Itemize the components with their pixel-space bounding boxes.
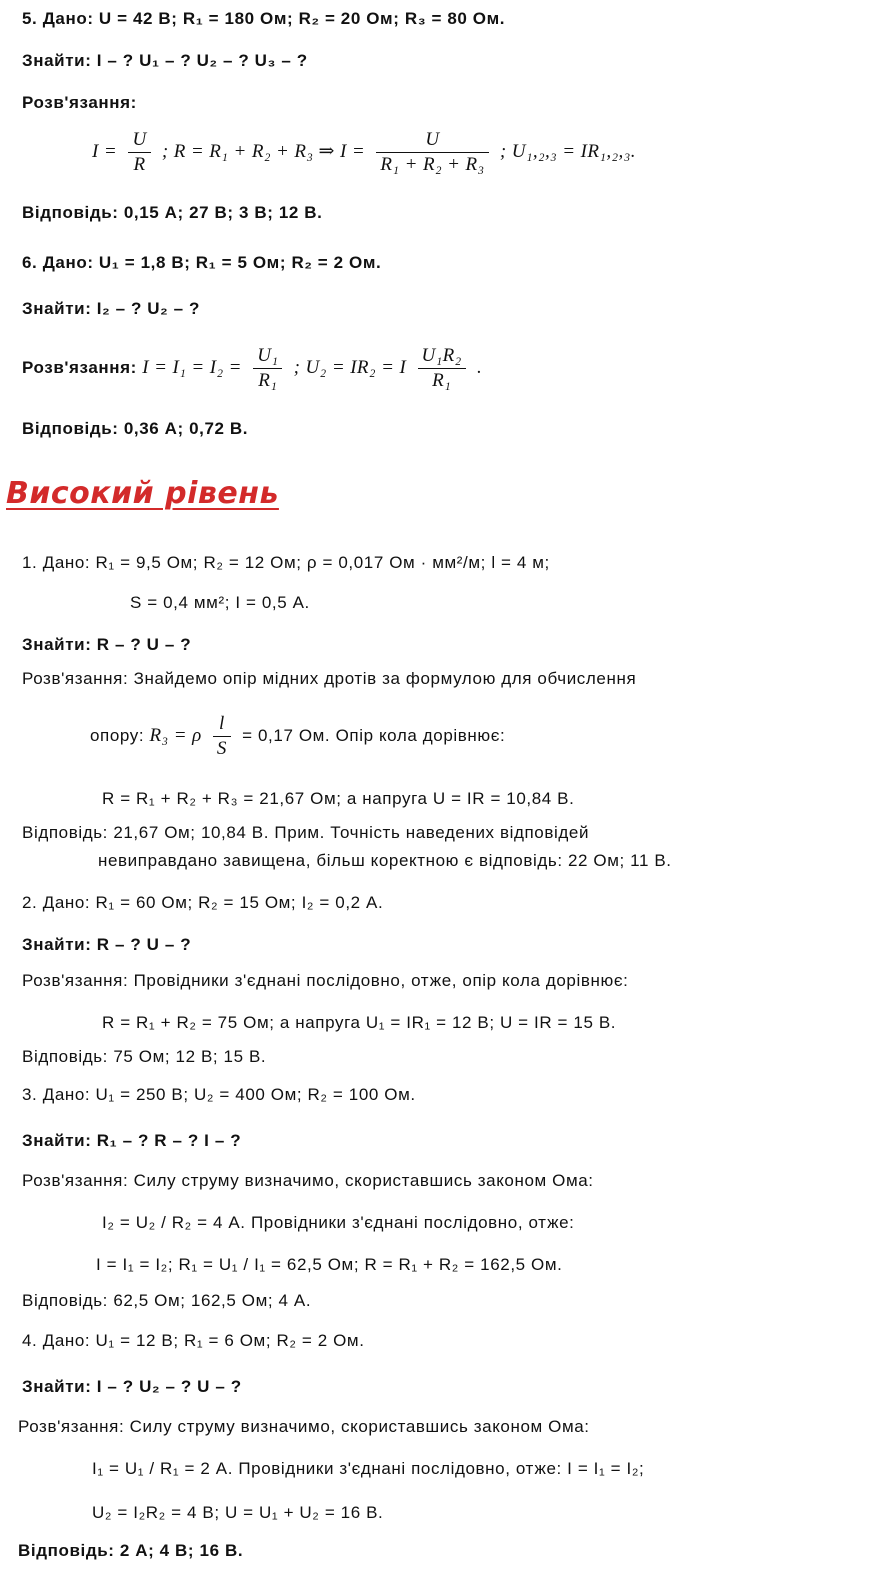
p6-fraction-1-num: U₁ (257, 345, 279, 367)
h2-answer: Відповідь: 75 Ом; 12 В; 15 В. (22, 1047, 267, 1066)
h1-given-b: S = 0,4 мм²; I = 0,5 А. (130, 593, 310, 612)
h1-fraction (213, 712, 231, 761)
p5-fraction-1-den: R (128, 152, 150, 177)
h3-answer: Відповідь: 62,5 Ом; 162,5 Ом; 4 А. (22, 1291, 312, 1310)
h1-formula-lhs: R₃ = ρ (149, 725, 202, 746)
p5-formula-mid: ; R = R₁ + R₂ + R₃ ⇒ I = (161, 141, 366, 162)
h1-solution-b-pre: опору: (90, 726, 145, 745)
section-heading: Високий рівень (6, 476, 279, 511)
h3-solution-c: I = I₁ = I₂; R₁ = U₁ / I₁ = 62,5 Ом; R = R₁ + R₂ = 162,5 Ом. (96, 1255, 563, 1274)
p6-fraction-2-den: R₁ (418, 368, 466, 393)
p6-fraction-1-den: R₁ (253, 368, 282, 393)
p5-fraction-2 (376, 128, 488, 177)
p6-formula-mid: ; U₂ = IR₂ = I (293, 357, 407, 378)
h4-solution-c: U₂ = I₂R₂ = 4 В; U = U₁ + U₂ = 16 В. (92, 1503, 384, 1522)
h1-solution-a: Розв'язання: Знайдемо опір мідних дротів за формулою для обчислення (22, 669, 637, 688)
h4-given: 4. Дано: U₁ = 12 В; R₁ = 6 Ом; R₂ = 2 Ом. (22, 1331, 365, 1350)
h4-solution-b: I₁ = U₁ / R₁ = 2 А. Провідники з'єднані послідовно, отже: I = I₁ = I₂; (92, 1459, 645, 1478)
p6-formula-lhs: I = I₁ = I₂ = (142, 357, 242, 378)
p5-formula-lhs: I = (92, 141, 118, 162)
p5-find: Знайти: I – ? U₁ – ? U₂ – ? U₃ – ? (22, 51, 308, 70)
h1-solution-b-post: = 0,17 Ом. Опір кола дорівнює: (242, 726, 506, 745)
p5-fraction-1 (128, 128, 150, 177)
p6-fraction-1 (253, 344, 282, 393)
h4-answer: Відповідь: 2 А; 4 В; 16 В. (18, 1541, 244, 1560)
h3-solution-b: I₂ = U₂ / R₂ = 4 А. Провідники з'єднані послідовно, отже: (102, 1213, 575, 1232)
h4-solution-a: Розв'язання: Силу струму визначимо, скориставшись законом Ома: (18, 1417, 590, 1436)
p5-answer: Відповідь: 0,15 А; 27 В; 3 В; 12 В. (22, 203, 323, 222)
p5-fraction-1-num: U (132, 129, 147, 151)
h3-solution-a: Розв'язання: Силу струму визначимо, скориставшись законом Ома: (22, 1171, 594, 1190)
p5-given: 5. Дано: U = 42 В; R₁ = 180 Ом; R₂ = 20 Ом; R₃ = 80 Ом. (22, 9, 506, 28)
p6-answer: Відповідь: 0,36 А; 0,72 В. (22, 419, 249, 438)
h1-solution-c: R = R₁ + R₂ + R₃ = 21,67 Ом; а напруга U = IR = 10,84 В. (102, 789, 575, 808)
h2-given: 2. Дано: R₁ = 60 Ом; R₂ = 15 Ом; I₂ = 0,2 А. (22, 893, 384, 912)
p6-fraction-2 (418, 344, 466, 393)
h1-fraction-den: S (213, 736, 231, 761)
h1-solution-b (90, 712, 877, 761)
p5-fraction-2-den: R₁ + R₂ + R₃ (376, 152, 488, 177)
p6-solution-label: Розв'язання: (22, 358, 137, 377)
h1-find: Знайти: R – ? U – ? (22, 635, 192, 654)
p6-formula-tail: . (476, 357, 483, 378)
h3-given: 3. Дано: U₁ = 250 В; U₂ = 400 Ом; R₂ = 100 Ом. (22, 1085, 416, 1104)
h2-solution-b: R = R₁ + R₂ = 75 Ом; а напруга U₁ = IR₁ = 12 В; U = IR = 15 В. (102, 1013, 617, 1032)
p5-formula (92, 128, 877, 177)
h1-given-a: 1. Дано: R₁ = 9,5 Ом; R₂ = 12 Ом; ρ = 0,017 Ом · мм²/м; l = 4 м; (22, 553, 550, 572)
p6-find: Знайти: I₂ – ? U₂ – ? (22, 299, 200, 318)
p5-formula-tail: ; U₁,₂,₃ = IR₁,₂,₃. (499, 141, 636, 162)
h3-find: Знайти: R₁ – ? R – ? I – ? (22, 1131, 242, 1150)
h4-find: Знайти: I – ? U₂ – ? U – ? (22, 1377, 242, 1396)
p6-given: 6. Дано: U₁ = 1,8 В; R₁ = 5 Ом; R₂ = 2 Ом. (22, 253, 382, 272)
h2-solution-a: Розв'язання: Провідники з'єднані послідовно, отже, опір кола дорівнює: (22, 971, 629, 990)
p5-solution-label: Розв'язання: (22, 93, 137, 112)
h1-fraction-num: l (219, 713, 225, 735)
p5-fraction-2-num: U (425, 129, 440, 151)
h1-answer-b: невиправдано завищена, більш коректною є відповідь: 22 Ом; 11 В. (98, 851, 672, 870)
h2-find: Знайти: R – ? U – ? (22, 935, 192, 954)
p6-solution (22, 344, 877, 393)
h1-answer-a: Відповідь: 21,67 Ом; 10,84 В. Прим. Точність наведених відповідей (22, 823, 590, 842)
p6-fraction-2-num: U₁R₂ (421, 345, 462, 367)
